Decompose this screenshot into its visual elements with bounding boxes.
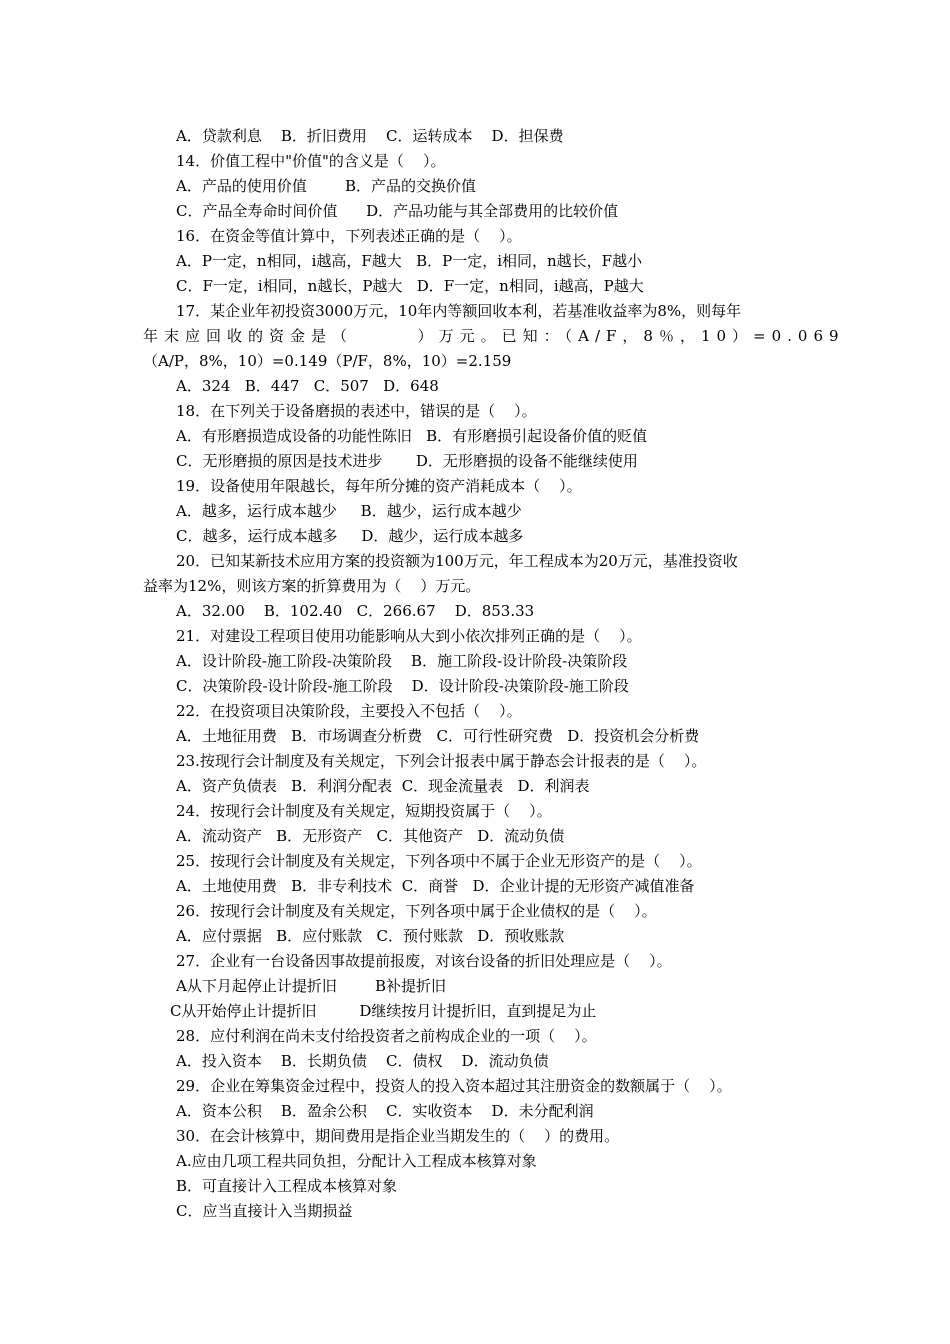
q16-options-cd: C．F一定，i相同，n越长，P越大 D．F一定，n相同，i越高，P越大 [176,277,644,295]
q21-question: 21．对建设工程项目使用功能影响从大到小依次排列正确的是（ ）。 [176,627,642,645]
q19-options-ab: A．越多，运行成本越少 B．越少，运行成本越少 [176,502,522,520]
q14-options-cd: C．产品全寿命时间价值 D．产品功能与其全部费用的比较价值 [176,202,619,220]
q22-question: 22．在投资项目决策阶段，主要投入不包括（ ）。 [176,702,522,720]
q24-options: A．流动资产 B．无形资产 C．其他资产 D．流动负债 [176,827,565,845]
q25-question: 25．按现行会计制度及有关规定，下列各项中不属于企业无形资产的是（ ）。 [176,852,702,870]
q16-options-ab: A．P一定，n相同，i越高，F越大 B．P一定，i相同，n越长，F越小 [176,252,643,270]
q17-question-cont2: （A/P，8%，10）=0.149（P/F，8%，10）=2.159 [143,352,512,370]
q20-question: 20．已知某新技术应用方案的投资额为100万元，年工程成本为20万元，基准投资收 [176,552,738,570]
q14-options-ab: A．产品的使用价值 B．产品的交换价值 [176,177,477,195]
q23-question: 23.按现行会计制度及有关规定，下列会计报表中属于静态会计报表的是（ ）。 [176,752,707,770]
q14-question: 14．价值工程中"价值"的含义是（ ）。 [176,152,446,170]
q28-question: 28．应付利润在尚未支付给投资者之前构成企业的一项（ ）。 [176,1027,597,1045]
q19-question: 19．设备使用年限越长，每年所分摊的资产消耗成本（ ）。 [176,477,582,495]
q30-option-b: B．可直接计入工程成本核算对象 [176,1177,398,1195]
q25-options: A．土地使用费 B．非专利技术 C．商誉 D．企业计提的无形资产减值准备 [176,877,695,895]
q22-options: A．土地征用费 B．市场调查分析费 C．可行性研究费 D．投资机会分析费 [176,727,700,745]
q29-question: 29．企业在筹集资金过程中，投资人的投入资本超过其注册资金的数额属于（ ）。 [176,1077,732,1095]
q17-question: 17．某企业年初投资3000万元，10年内等额回收本利，若基准收益率为8%，则每年 [176,302,742,320]
q29-options: A．资本公积 B．盈余公积 C．实收资本 D．未分配利润 [176,1102,594,1120]
q30-option-a: A.应由几项工程共同负担，分配计入工程成本核算对象 [176,1152,537,1170]
q26-options: A．应付票据 B．应付账款 C．预付账款 D．预收账款 [176,927,565,945]
q17-options: A．324 B．447 C．507 D．648 [176,377,439,395]
q28-options: A．投入资本 B．长期负债 C．债权 D．流动负债 [176,1052,549,1070]
q20-question-cont: 益率为12%，则该方案的折算费用为（ ）万元。 [143,577,481,595]
q30-question: 30．在会计核算中，期间费用是指企业当期发生的（ ）的费用。 [176,1127,620,1145]
q16-question: 16．在资金等值计算中，下列表述正确的是（ ）。 [176,227,522,245]
q18-question: 18．在下列关于设备磨损的表述中，错误的是（ ）。 [176,402,537,420]
q23-options: A．资产负债表 B．利润分配表 C．现金流量表 D．利润表 [176,777,590,795]
q27-options-cd: C从开始停止计提折旧 D继续按月计提折旧，直到提足为止 [170,1002,597,1020]
q20-options: A．32.00 B．102.40 C．266.67 D．853.33 [176,602,535,620]
q30-option-c: C．应当直接计入当期损益 [176,1202,353,1220]
q24-question: 24．按现行会计制度及有关规定，短期投资属于（ ）。 [176,802,552,820]
q18-options-cd: C．无形磨损的原因是技术进步 D．无形磨损的设备不能继续使用 [176,452,638,470]
q19-options-cd: C．越多，运行成本越多 D．越少，运行成本越多 [176,527,524,545]
q21-options-cd: C．决策阶段-设计阶段-施工阶段 D．设计阶段-决策阶段-施工阶段 [176,677,629,695]
q17-question-cont: 年末应回收的资金是（ ）万元。已知：（A/F，8％，10）=0.069 [143,327,845,345]
q18-options-ab: A．有形磨损造成设备的功能性陈旧 B．有形磨损引起设备价值的贬值 [176,427,648,445]
q21-options-ab: A．设计阶段-施工阶段-决策阶段 B．施工阶段-设计阶段-决策阶段 [176,652,628,670]
q27-question: 27．企业有一台设备因事故提前报废，对该台设备的折旧处理应是（ ）。 [176,952,672,970]
q26-question: 26．按现行会计制度及有关规定，下列各项中属于企业债权的是（ ）。 [176,902,657,920]
q27-options-ab: A从下月起停止计提折旧 B补提折旧 [176,977,447,995]
q13-options: A．贷款利息 B．折旧费用 C．运转成本 D．担保费 [176,127,564,145]
